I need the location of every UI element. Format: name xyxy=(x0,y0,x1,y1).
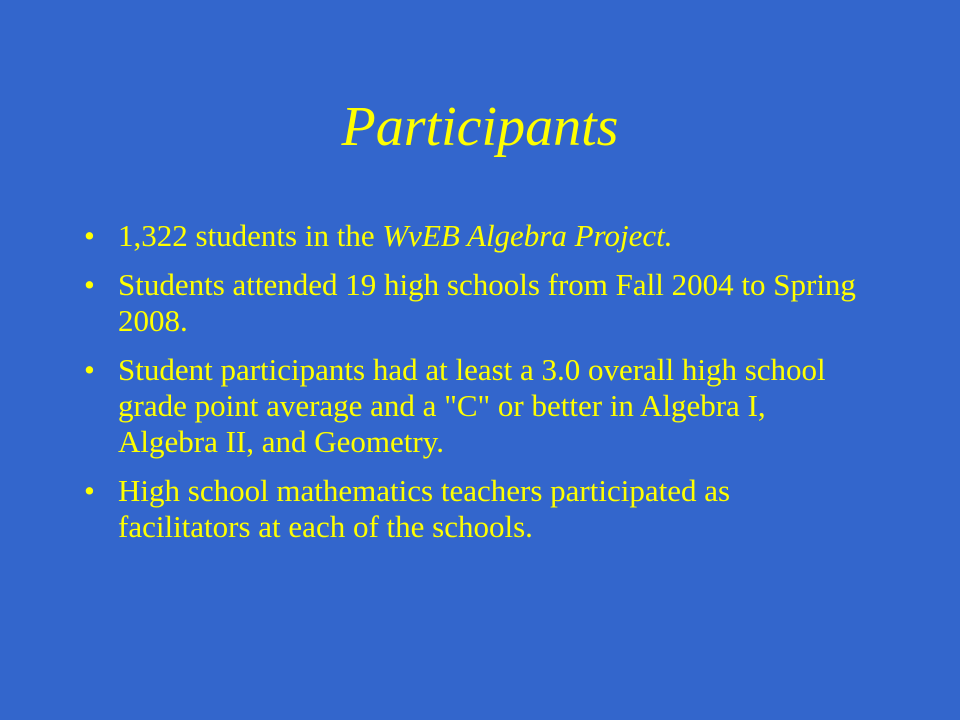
bullet-icon: • xyxy=(84,267,95,302)
bullet-text: High school mathematics teachers participated as facilitators at each of the schools. xyxy=(118,473,731,544)
bullet-item xyxy=(80,218,870,254)
bullet-item xyxy=(80,352,870,460)
bullet-item xyxy=(80,267,870,339)
bullet-text: 1,322 students in the xyxy=(118,218,383,253)
slide-title: Participants xyxy=(341,96,619,158)
bullet-list xyxy=(80,218,870,558)
bullet-text: Student participants had at least a 3.0 overall high school grade point average and a "C" or better in Algebra I, Algebra II, and Geometry. xyxy=(118,352,826,459)
bullet-item xyxy=(80,473,870,545)
bullet-icon: • xyxy=(84,352,95,387)
bullet-text-italic: WvEB Algebra Project. xyxy=(382,218,673,253)
bullet-icon: • xyxy=(84,473,95,508)
bullet-text: Students attended 19 high schools from Fall 2004 to Spring 2008. xyxy=(118,267,856,338)
bullet-icon: • xyxy=(84,218,95,253)
